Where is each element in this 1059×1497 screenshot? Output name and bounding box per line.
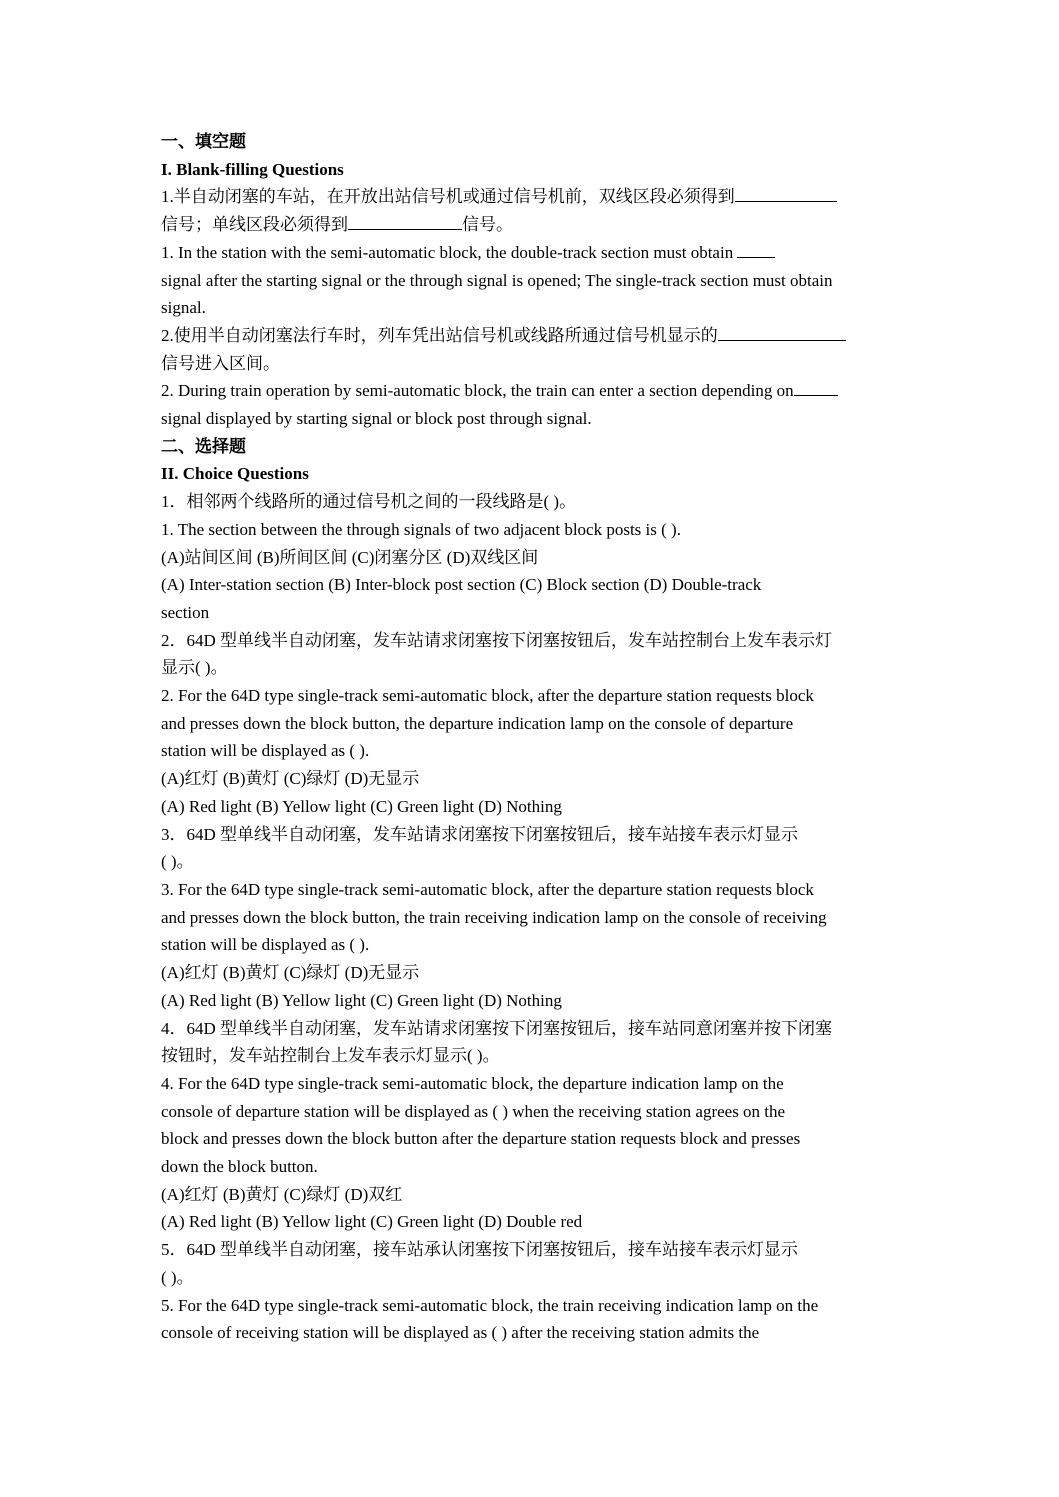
answer-blank[interactable] (737, 239, 775, 258)
fill-q1-en-line1: 1. In the station with the semi-automatic block, the double-track section must obtain (161, 239, 901, 267)
choice-q4-options-en: (A) Red light (B) Yellow light (C) Green light (D) Double red (161, 1212, 583, 1232)
answer-blank[interactable] (348, 211, 462, 230)
choice-q5-en-line2: console of receiving station will be displayed as ( ) after the receiving station admits the (161, 1323, 760, 1343)
document-page (161, 128, 901, 1347)
answer-blank[interactable] (794, 377, 838, 396)
choice-q4-en-line1: 4. For the 64D type single-track semi-automatic block, the departure indication lamp on the (161, 1073, 784, 1093)
choice-q2-cn-line1: 2．64D 型单线半自动闭塞，发车站请求闭塞按下闭塞按钮后，发车站控制台上发车表示灯 (161, 630, 833, 650)
choice-q1-en: 1. The section between the through signals of two adjacent block posts is ( ). (161, 519, 681, 539)
choice-q1-cn: 1．相邻两个线路所的通过信号机之间的一段线路是( )。 (161, 492, 577, 512)
choice-q3-options-en: (A) Red light (B) Yellow light (C) Green light (D) Nothing (161, 990, 562, 1010)
choice-q5-en-line1: 5. For the 64D type single-track semi-automatic block, the train receiving indication lamp on the (161, 1295, 819, 1315)
fill-q2-en-line1: 2. During train operation by semi-automatic block, the train can enter a section depending on (161, 377, 901, 405)
choice-q3-en-line3: station will be displayed as ( ). (161, 935, 370, 955)
fill-q1-cn-line1: 1.半自动闭塞的车站，在开放出站信号机或通过信号机前，双线区段必须得到 (161, 183, 901, 211)
choice-q2-options-cn: (A)红灯 (B)黄灯 (C)绿灯 (D)无显示 (161, 769, 420, 789)
answer-blank[interactable] (718, 322, 846, 341)
fill-q1-cn-line2: 信号；单线区段必须得到 信号。 (161, 211, 901, 239)
choice-q2-en-line2: and presses down the block button, the departure indication lamp on the console of departure (161, 713, 794, 733)
choice-q5-cn-line1: 5．64D 型单线半自动闭塞，接车站承认闭塞按下闭塞按钮后，接车站接车表示灯显示 (161, 1240, 799, 1260)
choice-q4-en-line2: console of departure station will be displayed as ( ) when the receiving station agrees on the (161, 1101, 786, 1121)
choice-q3-cn-line1: 3．64D 型单线半自动闭塞，发车站请求闭塞按下闭塞按钮后，接车站接车表示灯显示 (161, 824, 799, 844)
fill-q2-en-line2: signal displayed by starting signal or block post through signal. (161, 409, 592, 429)
choice-q2-cn-line2: 显示( )。 (161, 658, 228, 678)
section-title-cn: 二、选择题 (161, 436, 246, 456)
choice-q2-en-line1: 2. For the 64D type single-track semi-automatic block, after the departure station requests block (161, 686, 814, 706)
choice-q1-options-cn: (A)站间区间 (B)所间区间 (C)闭塞分区 (D)双线区间 (161, 547, 539, 567)
choice-q3-cn-line2: ( )。 (161, 852, 194, 872)
choice-q4-en-line4: down the block button. (161, 1157, 318, 1177)
choice-q4-options-cn: (A)红灯 (B)黄灯 (C)绿灯 (D)双红 (161, 1184, 403, 1204)
fill-q2-cn-line1: 2.使用半自动闭塞法行车时，列车凭出站信号机或线路所通过信号机显示的 (161, 322, 901, 350)
choice-q1-options-en-cont: section (161, 602, 210, 622)
fill-q2-cn-line2: 信号进入区间。 (161, 353, 280, 373)
section-title-cn: 一、填空题 (161, 132, 246, 151)
section-title-en: I. Blank-filling Questions (161, 159, 344, 179)
choice-q1-options-en: (A) Inter-station section (B) Inter-block post section (C) Block section (D) Double-track (161, 575, 762, 595)
choice-q5-cn-line2: ( )。 (161, 1267, 194, 1287)
choice-q4-cn-line1: 4．64D 型单线半自动闭塞，发车站请求闭塞按下闭塞按钮后，接车站同意闭塞并按下闭塞 (161, 1018, 833, 1038)
choice-q2-en-line3: station will be displayed as ( ). (161, 741, 370, 761)
choice-q2-options-en: (A) Red light (B) Yellow light (C) Green light (D) Nothing (161, 796, 562, 816)
fill-q1-en-line3: signal. (161, 298, 206, 318)
choice-q3-en-line2: and presses down the block button, the train receiving indication lamp on the console of receiving (161, 907, 827, 927)
choice-q3-en-line1: 3. For the 64D type single-track semi-automatic block, after the departure station requests block (161, 879, 814, 899)
fill-q1-en-line2: signal after the starting signal or the through signal is opened; The single-track section must obtain (161, 270, 833, 290)
choice-q3-options-cn: (A)红灯 (B)黄灯 (C)绿灯 (D)无显示 (161, 963, 420, 983)
choice-q4-cn-line2: 按钮时，发车站控制台上发车表示灯显示( )。 (161, 1046, 500, 1066)
section-title-en: II. Choice Questions (161, 464, 309, 484)
answer-blank[interactable] (735, 183, 837, 202)
choice-q4-en-line3: block and presses down the block button after the departure station requests block and presses (161, 1129, 801, 1149)
